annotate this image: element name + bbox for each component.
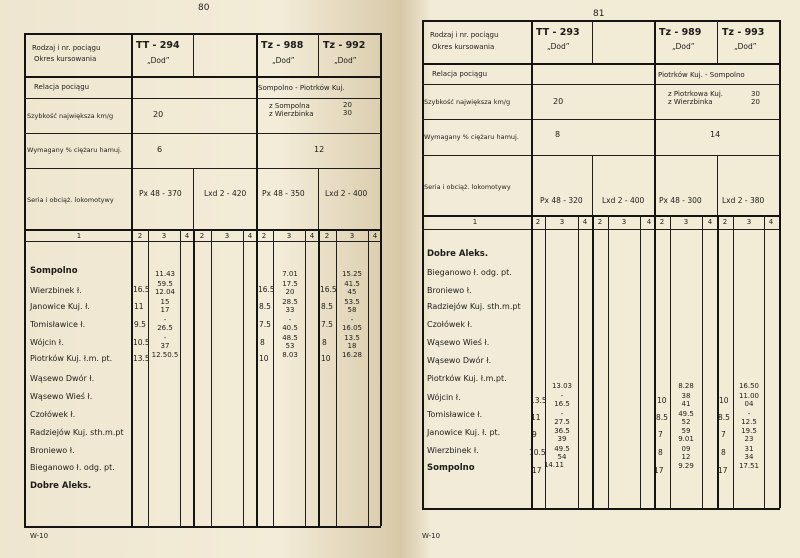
column-number: 4 (707, 218, 713, 226)
column-number: 4 (309, 232, 315, 240)
speed-line: z Wierzbinka (668, 98, 713, 106)
km-value: 17 (532, 466, 542, 475)
km-value: 8.5 (718, 413, 730, 422)
km-value: 8 (260, 338, 265, 347)
km-value: 17 (654, 466, 664, 475)
km-value: 8 (721, 448, 726, 457)
km-value: 13.5 (530, 396, 547, 405)
time-value: 15 (160, 298, 170, 306)
km-value: 7.5 (259, 320, 271, 329)
train-dod: „Dod” (147, 56, 170, 65)
time-value: 39 (557, 435, 567, 443)
time-value: 53 (285, 342, 295, 350)
time-value: - (288, 316, 292, 324)
time-value: 13.5 (344, 334, 360, 342)
column-number: 4 (184, 232, 190, 240)
divider (180, 229, 181, 526)
table-bottom-border (24, 526, 381, 528)
divider (24, 229, 381, 231)
divider (256, 33, 258, 526)
time-value: 53.5 (344, 298, 360, 306)
time-value: 23 (744, 435, 754, 443)
loco-value: Lxd 2 - 420 (204, 189, 247, 198)
train-number-label: Rodzaj i nr. pociągu (430, 31, 499, 39)
divider (422, 229, 780, 230)
brake-label: Wymagany % ciężaru hamuj. (27, 146, 122, 154)
station-name: Tomisławice ł. (30, 320, 86, 329)
loco-value: Lxd 2 - 400 (602, 196, 645, 205)
speed-line: z Wierzbinka (269, 110, 314, 118)
km-value: 17 (718, 466, 728, 475)
station-name: Sompolno (30, 266, 78, 276)
time-value: 58 (347, 306, 357, 314)
time-value: 12.50.5 (151, 351, 179, 359)
time-value: 7.01 (282, 270, 298, 278)
column-number: 1 (472, 218, 478, 226)
divider (318, 229, 320, 526)
station-name: Wąsewo Wieś ł. (427, 338, 490, 347)
station-name: Czołówek ł. (30, 410, 76, 419)
divider (717, 215, 719, 508)
time-value: 16.28 (341, 351, 363, 359)
speed-value: 20 (553, 97, 564, 106)
time-value: 13.03 (551, 382, 573, 390)
km-value: 13.5 (133, 354, 150, 363)
divider (193, 229, 195, 526)
time-value: 45 (347, 288, 357, 296)
station-name: Tomisławice ł. (427, 410, 483, 419)
divider (211, 229, 212, 526)
time-value: 16.05 (341, 324, 363, 332)
time-value: 59 (681, 427, 691, 435)
time-value: 17.51 (738, 462, 760, 470)
speed-line-value: 30 (343, 109, 352, 117)
divider (578, 215, 579, 508)
divider (717, 155, 718, 215)
time-value: 59.5 (157, 280, 173, 288)
time-value: 11.43 (154, 270, 176, 278)
divider (24, 168, 381, 169)
period-label: Okres kursowania (34, 55, 97, 63)
train-dod: „Dod” (547, 42, 570, 51)
divider (24, 98, 381, 99)
speed-line: z Sompolna (269, 102, 310, 110)
column-number: 2 (199, 232, 205, 240)
column-number: 4 (646, 218, 652, 226)
divider (608, 215, 609, 508)
time-value: 37 (160, 342, 170, 350)
km-value: 8.5 (656, 413, 668, 422)
time-value: 12.04 (154, 288, 176, 296)
km-value: 11 (134, 302, 144, 311)
train-name: Tz - 993 (722, 27, 765, 38)
km-value: 16.5 (320, 285, 337, 294)
km-value: 10.5 (529, 448, 546, 457)
time-value: 49.5 (678, 410, 694, 418)
km-value: 16.5 (133, 285, 150, 294)
km-value: 9.5 (134, 320, 146, 329)
station-name: Bieganowo ł. odg. pt. (30, 463, 115, 472)
km-value: 8 (322, 338, 327, 347)
time-value: - (560, 410, 564, 418)
time-value: 15.25 (341, 270, 363, 278)
column-number: 4 (582, 218, 588, 226)
column-number: 3 (161, 232, 167, 240)
column-number: 1 (76, 232, 82, 240)
column-number: 2 (324, 232, 330, 240)
km-value: 7.5 (321, 320, 333, 329)
time-value: 27.5 (554, 418, 570, 426)
speed-line: z Piotrkowa Kuj. (668, 90, 723, 98)
time-value: 20 (285, 288, 295, 296)
station-name: Wójcin ł. (30, 338, 64, 347)
loco-label: Seria i obciąż. lokomotywy (27, 196, 114, 204)
station-name: Sompolno (427, 463, 475, 473)
train-dod: „Dod” (672, 42, 695, 51)
footer-mark: W-10 (30, 532, 49, 540)
time-value: - (747, 410, 751, 418)
train-name: Tz - 992 (323, 40, 366, 51)
time-value: 36.5 (554, 427, 570, 435)
brake-value: 14 (710, 130, 721, 139)
speed-line-value: 20 (343, 101, 352, 109)
station-name: Janowice Kuj. ł. (30, 302, 90, 311)
divider (592, 155, 593, 215)
time-value: 38 (681, 392, 691, 400)
time-value: 14.11 (543, 461, 565, 469)
time-value: 09 (681, 445, 691, 453)
column-number: 3 (746, 218, 752, 226)
time-value: 52 (681, 418, 691, 426)
train-dod: „Dod” (734, 42, 757, 51)
column-number: 2 (535, 218, 541, 226)
time-value: 48.5 (282, 334, 298, 342)
speed-line-value: 20 (751, 98, 760, 106)
station-name: Wąsewo Dwór ł. (427, 356, 492, 365)
km-value: 11 (531, 413, 541, 422)
time-value: 31 (744, 445, 754, 453)
train-name: Tz - 988 (261, 40, 304, 51)
right-page (400, 0, 800, 558)
divider (318, 168, 319, 229)
station-name: Piotrków Kuj. ł.m. pt. (30, 354, 113, 363)
relation-label: Relacja pociągu (34, 83, 90, 91)
brake-value: 8 (555, 130, 561, 139)
divider (422, 155, 780, 156)
divider (24, 76, 381, 78)
column-number: 4 (768, 218, 774, 226)
time-value: 34 (744, 453, 754, 461)
divider (305, 229, 306, 526)
time-value: 9.29 (678, 462, 694, 470)
time-value: 41.5 (344, 280, 360, 288)
km-value: 8.5 (321, 302, 333, 311)
station-name: Wierzbinek ł. (30, 286, 82, 295)
time-value: - (560, 392, 564, 400)
time-value: 28.5 (282, 298, 298, 306)
divider (422, 20, 780, 22)
km-value: 10 (321, 354, 331, 363)
station-name: Piotrków Kuj. ł.m.pt. (427, 374, 507, 383)
column-number: 2 (722, 218, 728, 226)
time-value: 12.5 (741, 418, 757, 426)
divider (24, 241, 381, 242)
train-dod: „Dod” (272, 56, 295, 65)
km-value: 16.5 (258, 285, 275, 294)
column-number: 2 (597, 218, 603, 226)
time-value: - (163, 334, 167, 342)
relation-label: Relacja pociągu (432, 70, 488, 78)
station-name: Wąsewo Dwór ł. (30, 374, 95, 383)
divider (273, 229, 274, 526)
divider (368, 229, 369, 526)
station-name: Wójcin ł. (427, 393, 461, 402)
page-number: 81 (593, 9, 605, 19)
km-value: 10 (259, 354, 269, 363)
train-dod: „Dod” (334, 56, 357, 65)
brake-value: 12 (314, 145, 325, 154)
table-left-border (24, 33, 26, 526)
table-top-border (24, 33, 381, 35)
km-value: 10.5 (133, 338, 150, 347)
train-number-label: Rodzaj i nr. pociągu (32, 44, 101, 52)
divider (592, 20, 593, 63)
column-number: 3 (224, 232, 230, 240)
station-name: Dobre Aleks. (30, 481, 92, 491)
km-value: 7 (721, 430, 726, 439)
time-value: 33 (285, 306, 295, 314)
loco-value: Lxd 2 - 400 (325, 189, 368, 198)
time-value: 49.5 (554, 445, 570, 453)
station-name: Dobre Aleks. (427, 249, 489, 259)
speed-label: Szybkość największa km/g (424, 98, 511, 106)
divider (422, 20, 424, 508)
brake-value: 6 (157, 145, 163, 154)
station-name: Bieganowo ł. odg. pt. (427, 268, 512, 277)
station-name: Broniewo ł. (30, 446, 75, 455)
time-value: 18 (347, 342, 357, 350)
loco-value: Px 48 - 370 (139, 189, 182, 198)
column-number: 3 (621, 218, 627, 226)
time-value: 54 (557, 453, 567, 461)
train-name: TT - 294 (136, 40, 180, 51)
divider (717, 20, 718, 63)
km-value: 10 (719, 396, 729, 405)
km-value: 8 (658, 448, 663, 457)
station-name: Czołówek ł. (427, 320, 473, 329)
time-value: 8.28 (678, 382, 694, 390)
column-number: 2 (137, 232, 143, 240)
station-name: Janowice Kuj. ł. pt. (427, 428, 501, 437)
time-value: 9.01 (678, 435, 694, 443)
time-value: 17 (160, 306, 170, 314)
page-number: 80 (198, 3, 210, 13)
divider (640, 215, 641, 508)
column-number: 3 (559, 218, 565, 226)
station-name: Radziejów Kuj. sth.m.pt (30, 428, 124, 437)
time-value: 41 (681, 400, 691, 408)
divider (318, 33, 319, 76)
loco-value: Px 48 - 350 (262, 189, 305, 198)
divider (24, 133, 381, 134)
time-value: - (163, 316, 167, 324)
time-value: 04 (744, 400, 754, 408)
station-name: Wąsewo Wieś ł. (30, 392, 93, 401)
column-number: 2 (261, 232, 267, 240)
speed-label: Szybkość największa km/g (27, 112, 114, 120)
divider (422, 508, 780, 510)
divider (422, 119, 780, 120)
time-value: 19.5 (741, 427, 757, 435)
time-value: 8.03 (282, 351, 298, 359)
divider (131, 33, 133, 526)
time-value: 26.5 (157, 324, 173, 332)
table-right-border (380, 33, 382, 526)
divider (422, 84, 780, 85)
station-name: Radziejów Kuj. sth.m.pt (427, 302, 521, 311)
time-value: 11.00 (738, 392, 760, 400)
km-value: 10 (657, 396, 667, 405)
divider (592, 215, 594, 508)
speed-line-value: 30 (751, 90, 760, 98)
divider (193, 33, 194, 76)
loco-value: Lxd 2 - 380 (722, 196, 765, 205)
loco-label: Seria i obciąż. lokomotywy (424, 183, 511, 191)
time-value: 12 (681, 453, 691, 461)
divider (422, 215, 780, 217)
footer-mark: W-10 (422, 532, 441, 540)
km-value: 8.5 (259, 302, 271, 311)
column-number: 2 (659, 218, 665, 226)
time-value: 40.5 (282, 324, 298, 332)
divider (654, 20, 656, 508)
time-value: 17.5 (282, 280, 298, 288)
divider (148, 229, 149, 526)
relation-value: Piotrków Kuj. - Sompolno (658, 71, 745, 79)
km-value: 7 (658, 430, 663, 439)
loco-value: Px 48 - 320 (540, 196, 583, 205)
column-number: 3 (349, 232, 355, 240)
divider (779, 20, 781, 508)
station-name: Wierzbinek ł. (427, 446, 479, 455)
station-name: Broniewo ł. (427, 286, 472, 295)
divider (764, 215, 765, 508)
divider (193, 168, 194, 229)
column-number: 4 (247, 232, 253, 240)
column-number: 3 (683, 218, 689, 226)
brake-label: Wymagany % ciężaru hamuj. (424, 133, 519, 141)
train-name: Tz - 989 (659, 27, 702, 38)
time-value: - (350, 316, 354, 324)
speed-value: 20 (153, 110, 164, 119)
time-value: 16.5 (554, 400, 570, 408)
relation-value: Sompolno - Piotrków Kuj. (258, 84, 345, 92)
divider (243, 229, 244, 526)
column-number: 4 (372, 232, 378, 240)
divider (422, 63, 780, 65)
time-value: 16.50 (738, 382, 760, 390)
train-name: TT - 293 (536, 27, 580, 38)
column-number: 3 (286, 232, 292, 240)
km-value: 9 (532, 430, 537, 439)
divider (702, 215, 703, 508)
period-label: Okres kursowania (432, 43, 495, 51)
loco-value: Px 48 - 300 (659, 196, 702, 205)
